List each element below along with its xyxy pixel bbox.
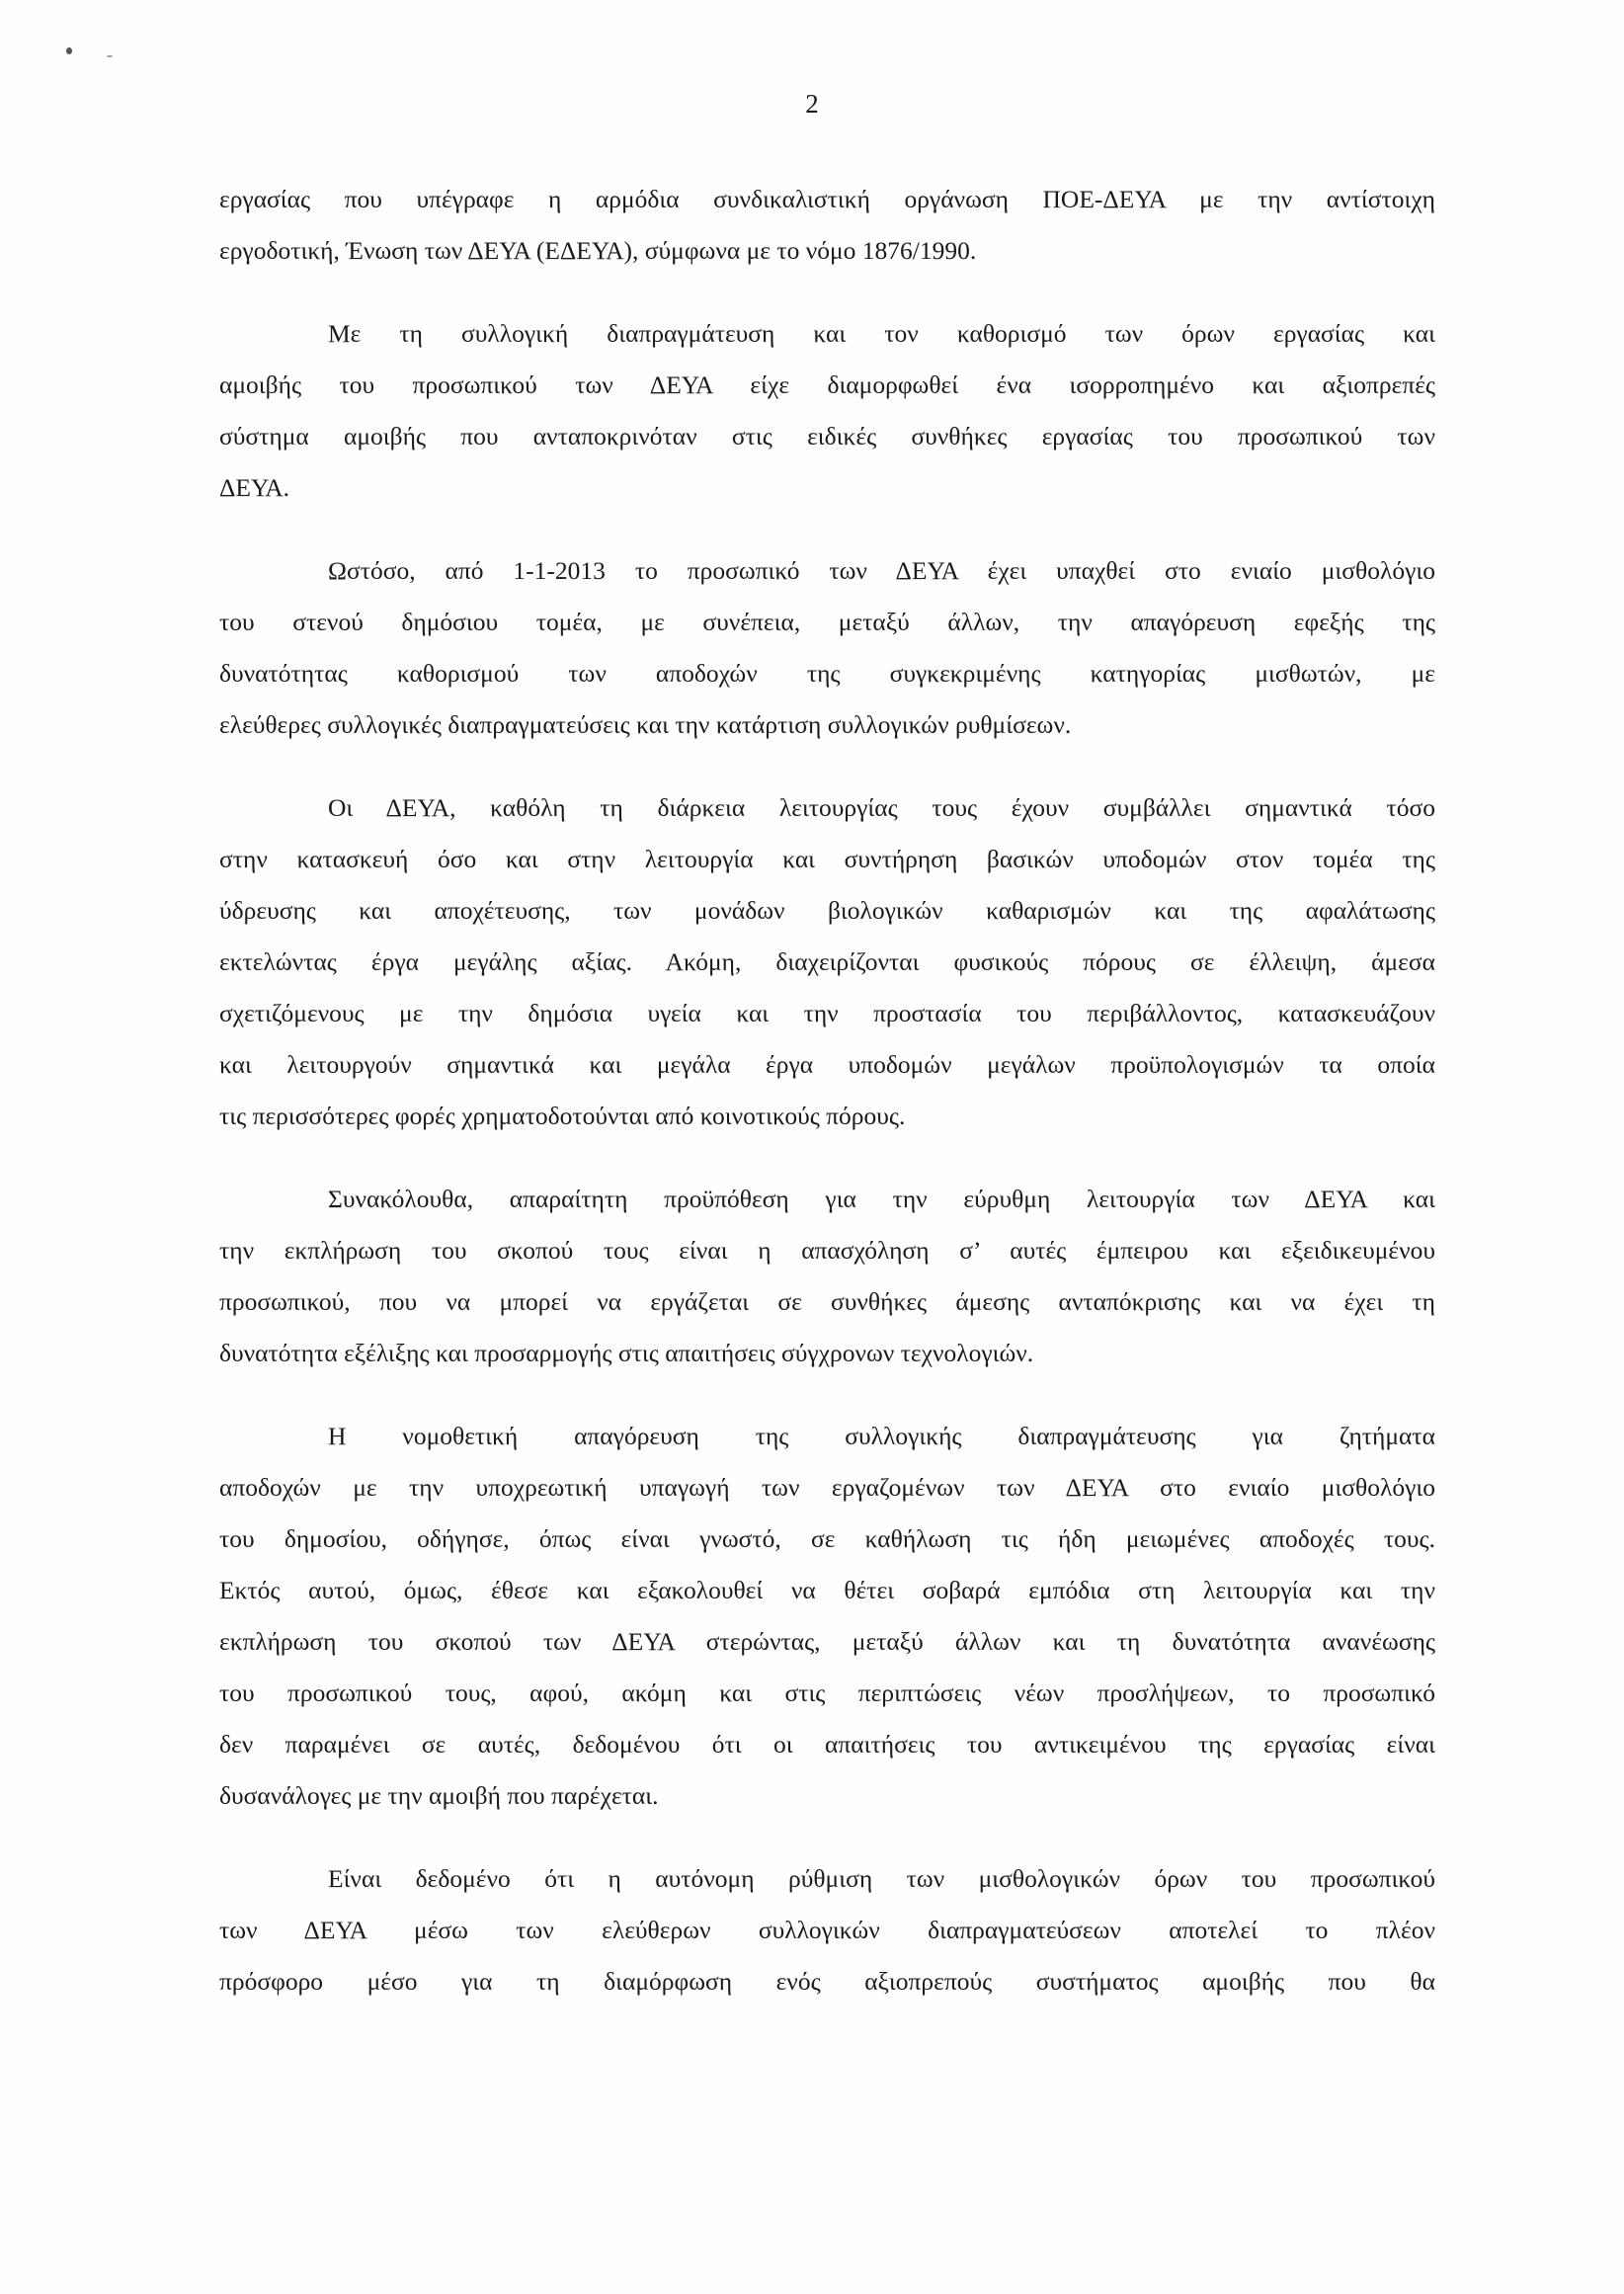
text-line: Είναι δεδομένο ότι η αυτόνομη ρύθμιση των μισθολογικών όρων του προσωπικού [328,1864,1435,1893]
text-line: Συνακόλουθα, απαραίτητη προϋπόθεση για την εύρυθμη λειτουργία των ΔΕΥΑ και [328,1185,1435,1213]
page-number: 2 [805,89,819,119]
text-line: στην κατασκευή όσο και στην λειτουργία και συντήρηση βασικών υποδομών στον τομέα της [219,845,1435,873]
text-line: αμοιβής του προσωπικού των ΔΕΥΑ είχε διαμορφωθεί ένα ισορροπημένο και αξιοπρεπές [219,370,1435,399]
text-line: Οι ΔΕΥΑ, καθόλη τη διάρκεια λειτουργίας τους έχουν συμβάλλει σημαντικά τόσο [328,793,1435,822]
paragraph [219,545,1435,751]
text-line: ύδρευσης και αποχέτευσης, των μονάδων βιολογικών καθαρισμών και της αφαλάτωσης [219,896,1435,925]
text-line: δυνατότητας καθορισμού των αποδοχών της συγκεκριμένης κατηγορίας μισθωτών, με [219,659,1435,688]
paragraph [219,1853,1435,2007]
paragraph [219,1174,1435,1379]
text-line: Με τη συλλογική διαπραγμάτευση και τον καθορισμό των όρων εργασίας και [328,319,1435,348]
text-line: δεν παραμένει σε αυτές, δεδομένου ότι οι απαιτήσεις του αντικειμένου της εργασίας είναι [219,1730,1435,1759]
text-line: του προσωπικού τους, αφού, ακόμη και στις περιπτώσεις νέων προσλήψεων, το προσωπικό [219,1679,1435,1707]
paragraph-gap [219,1822,1435,1853]
paragraph-gap [219,1142,1435,1174]
text-line: ΔΕΥΑ. [219,473,289,502]
text-line: των ΔΕΥΑ μέσω των ελεύθερων συλλογικών διαπραγματεύσεων αποτελεί το πλέον [219,1916,1435,1944]
paragraph-gap [219,1379,1435,1411]
text-line: Ωστόσο, από 1-1-2013 το προσωπικό των ΔΕΥΑ έχει υπαχθεί στο ενιαίο μισθολόγιο [328,556,1435,585]
text-line: σχετιζόμενους με την δημόσια υγεία και την προστασία του περιβάλλοντος, κατασκευάζουν [219,999,1435,1027]
text-line: εκτελώντας έργα μεγάλης αξίας. Ακόμη, διαχειρίζονται φυσικούς πόρους σε έλλειψη, άμεσα [219,947,1435,976]
text-line: ελεύθερες συλλογικές διαπραγματεύσεις και την κατάρτιση συλλογικών ρυθμίσεων. [219,710,1072,739]
scan-speck [107,55,113,57]
text-line: δυσανάλογες με την αμοιβή που παρέχεται. [219,1781,659,1810]
text-line: δυνατότητα εξέλιξης και προσαρμογής στις απαιτήσεις σύγχρονων τεχνολογιών. [219,1339,1034,1367]
text-line: του δημοσίου, οδήγησε, όπως είναι γνωστό, σε καθήλωση τις ήδη μειωμένες αποδοχές τους. [219,1524,1435,1553]
text-line: εκπλήρωση του σκοπού των ΔΕΥΑ στερώντας, μεταξύ άλλων και τη δυνατότητα ανανέωσης [219,1627,1435,1656]
paragraph-gap [219,751,1435,782]
text-line: την εκπλήρωση του σκοπού τους είναι η απασχόληση σ’ αυτές έμπειρου και εξειδικευμένου [219,1236,1435,1265]
paragraph [219,782,1435,1142]
paragraph-gap [219,277,1435,308]
text-line: τις περισσότερες φορές χρηματοδοτούνται από κοινοτικούς πόρους. [219,1102,906,1130]
text-line: πρόσφορο μέσο για τη διαμόρφωση ενός αξιοπρεπούς συστήματος αμοιβής που θα [219,1967,1435,1996]
paragraph-gap [219,514,1435,545]
text-line: και λειτουργούν σημαντικά και μεγάλα έργα υποδομών μεγάλων προϋπολογισμών τα οποία [219,1050,1435,1079]
paragraph [219,1411,1435,1822]
text-line: σύστημα αμοιβής που ανταποκρινόταν στις ειδικές συνθήκες εργασίας του προσωπικού των [219,422,1435,451]
paragraph [219,308,1435,514]
text-line: αποδοχών με την υποχρεωτική υπαγωγή των εργαζομένων των ΔΕΥΑ στο ενιαίο μισθολόγιο [219,1473,1435,1502]
scan-speck [66,47,72,54]
paragraph [219,174,1435,277]
document-body [219,174,1435,2007]
text-line: εργασίας που υπέγραφε η αρμόδια συνδικαλιστική οργάνωση ΠΟΕ-ΔΕΥΑ με την αντίστοιχη [219,185,1435,213]
text-line: εργοδοτική, Ένωση των ΔΕΥΑ (ΕΔΕΥΑ), σύμφωνα με το νόμο 1876/1990. [219,236,977,265]
text-line: Η νομοθετική απαγόρευση της συλλογικής διαπραγμάτευσης για ζητήματα [328,1422,1435,1450]
text-line: προσωπικού, που να μπορεί να εργάζεται σε συνθήκες άμεσης ανταπόκρισης και να έχει τη [219,1287,1435,1316]
text-line: Εκτός αυτού, όμως, έθεσε και εξακολουθεί να θέτει σοβαρά εμπόδια στη λειτουργία και την [219,1576,1435,1604]
text-line: του στενού δημόσιου τομέα, με συνέπεια, μεταξύ άλλων, την απαγόρευση εφεξής της [219,608,1435,636]
